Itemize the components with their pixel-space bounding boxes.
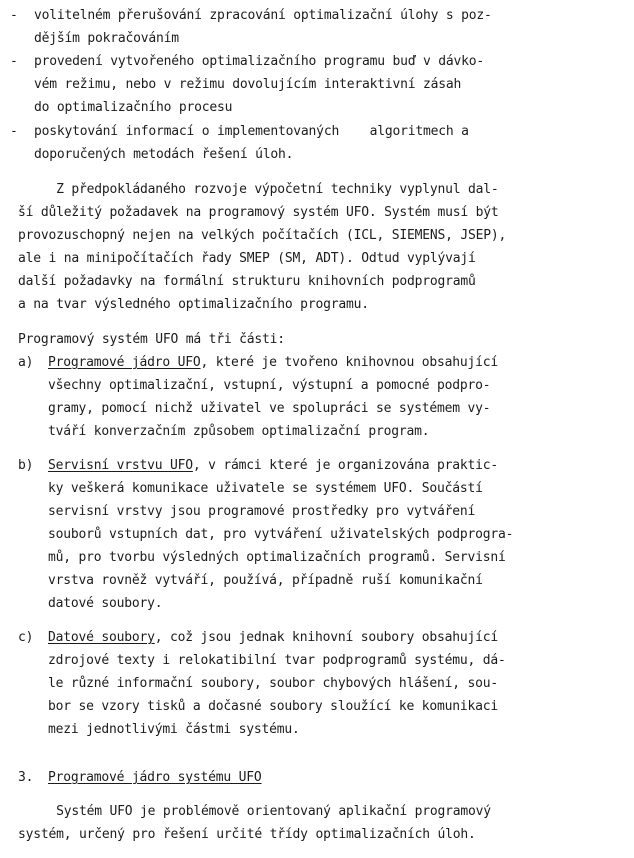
paragraph-line: ší důležitý požadavek na programový systém UFO. Systém musí být bbox=[18, 205, 499, 220]
part-text-line: tváří konverzačním způsobem optimalizační program. bbox=[48, 424, 430, 439]
part-text-line: zdrojové texty i relokatibilní tvar podprogramů systému, dá- bbox=[48, 653, 506, 668]
bullet-text-line: doporučených metodách řešení úloh. bbox=[34, 147, 294, 162]
bullet-marker: - bbox=[10, 124, 18, 139]
bullet-marker: - bbox=[10, 54, 18, 69]
part-text: , což jsou jednak knihovní soubory obsahující bbox=[154, 630, 498, 645]
part-text: , v rámci které je organizována praktic- bbox=[192, 458, 498, 473]
part-text-line: ky veškerá komunikace uživatele se systémem UFO. Součástí bbox=[48, 481, 483, 496]
part-first-line bbox=[48, 630, 498, 646]
bullet-text-line: poskytování informací o implementovaných algoritmech a bbox=[34, 124, 469, 139]
part-text-line: datové soubory. bbox=[48, 596, 163, 611]
paragraph-line: a na tvar výsledného optimalizačního programu. bbox=[18, 297, 369, 312]
part-marker: a) bbox=[18, 355, 34, 370]
bullet-text-line: dějším pokračováním bbox=[34, 31, 179, 46]
paragraph-line: Systém UFO je problémově orientovaný aplikační programový bbox=[18, 804, 491, 819]
part-text-line: bor se vzory tisků a dočasné soubory sloužící ke komunikaci bbox=[48, 699, 498, 714]
part-marker: b) bbox=[18, 458, 34, 473]
part-text-line: vrstva rovněž vytváří, používá, případně ruší komunikační bbox=[48, 573, 483, 588]
paragraph-line: další požadavky na formální strukturu knihovních podprogramů bbox=[18, 274, 476, 289]
part-text-line: servisní vrstvy jsou programové prostředky pro vytváření bbox=[48, 504, 476, 519]
bullet-marker: - bbox=[10, 8, 18, 23]
section-title: Programové jádro systému UFO bbox=[48, 770, 262, 785]
part-title: Programové jádro UFO bbox=[48, 355, 201, 370]
paragraph-line: Z předpokládaného rozvoje výpočetní techniky vyplynul dal- bbox=[18, 182, 499, 197]
part-first-line bbox=[48, 355, 498, 371]
part-text-line: mů, pro tvorbu výsledných optimalizačních programů. Servisní bbox=[48, 550, 506, 565]
part-first-line bbox=[48, 458, 498, 474]
paragraph-line: provozuschopný nejen na velkých počítačích (ICL, SIEMENS, JSEP), bbox=[18, 228, 507, 243]
part-text: , které je tvořeno knihovnou obsahující bbox=[200, 355, 498, 370]
parts-intro: Programový systém UFO má tři části: bbox=[18, 332, 285, 347]
bullet-text-line: volitelném přerušování zpracování optimalizační úlohy s poz- bbox=[34, 8, 492, 23]
part-text-line: všechny optimalizační, vstupní, výstupní a pomocné podpro- bbox=[48, 378, 491, 393]
part-text-line: souborů vstupních dat, pro vytváření uživatelských podprogra- bbox=[48, 527, 514, 542]
bullet-text-line: do optimalizačního procesu bbox=[34, 100, 233, 115]
section-heading bbox=[48, 770, 262, 786]
part-title: Servisní vrstvu UFO bbox=[48, 458, 193, 473]
section-number: 3. bbox=[18, 770, 34, 785]
part-title: Datové soubory bbox=[48, 630, 155, 645]
part-text-line: le různé informační soubory, soubor chybových hlášení, sou- bbox=[48, 676, 498, 691]
part-marker: c) bbox=[18, 630, 34, 645]
paragraph-line: systém, určený pro řešení určité třídy optimalizačních úloh. bbox=[18, 827, 476, 842]
part-text-line: mezi jednotlivými částmi systému. bbox=[48, 722, 300, 737]
bullet-text-line: vém režimu, nebo v režimu dovolujícím interaktivní zásah bbox=[34, 77, 462, 92]
bullet-text-line: provedení vytvořeného optimalizačního programu buď v dávko- bbox=[34, 54, 484, 69]
paragraph-line: ale i na minipočítačích řady SMEP (SM, ADT). Odtud vyplývají bbox=[18, 251, 476, 266]
part-text-line: gramy, pomocí nichž uživatel ve spolupráci se systémem vy- bbox=[48, 401, 491, 416]
